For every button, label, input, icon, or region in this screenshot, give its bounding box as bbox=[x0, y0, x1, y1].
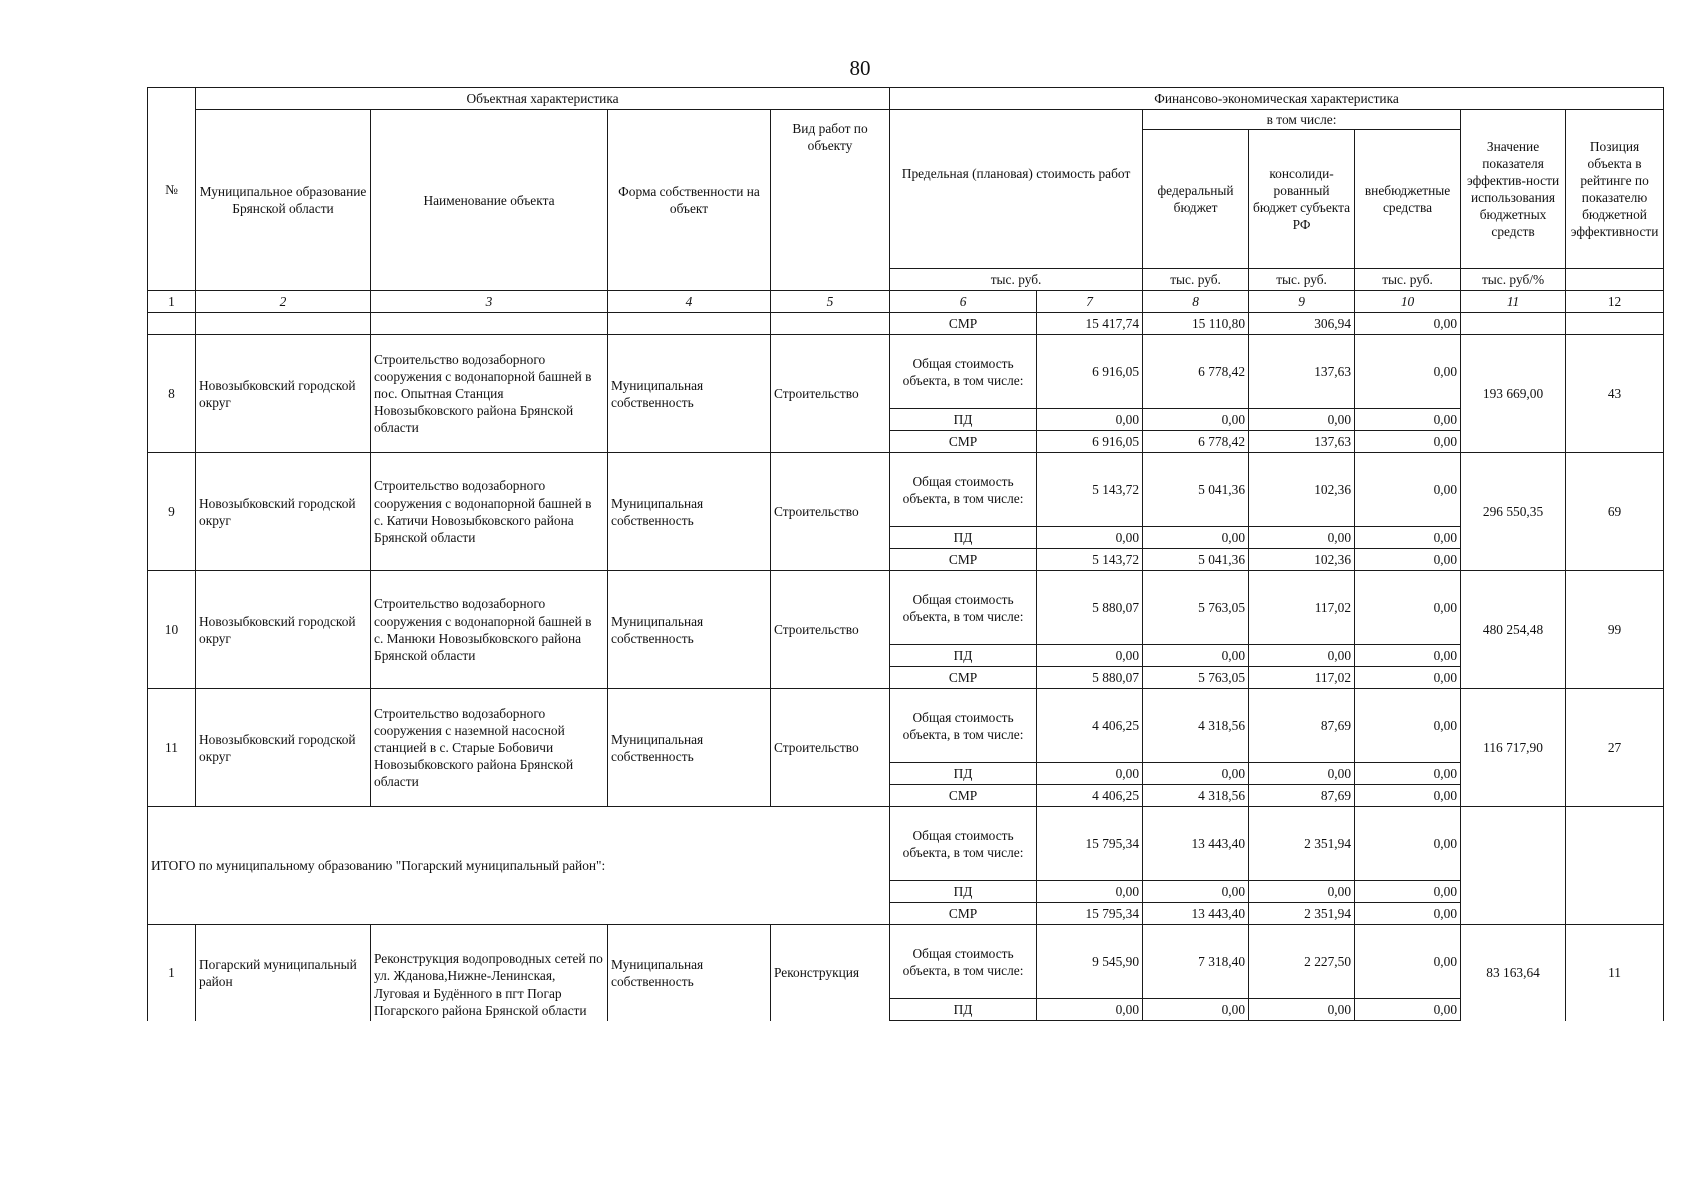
row-number: 1 bbox=[148, 925, 196, 1021]
cost-label: Общая стоимость объекта, в том числе: bbox=[890, 453, 1037, 527]
offbudget-value: 0,00 bbox=[1355, 527, 1461, 549]
offbudget-value: 0,00 bbox=[1355, 903, 1461, 925]
cost-value: 4 406,25 bbox=[1037, 689, 1143, 763]
offbudget-value: 0,00 bbox=[1355, 335, 1461, 409]
cost-value: 5 143,72 bbox=[1037, 453, 1143, 527]
indicator-value: 83 163,64 bbox=[1461, 925, 1566, 1021]
table-row bbox=[148, 925, 1664, 999]
cost-value: 5 880,07 bbox=[1037, 667, 1143, 689]
cost-value: 15 795,34 bbox=[1037, 903, 1143, 925]
header-position: Позиция объекта в рейтинге по показателю бюджетной эффективности bbox=[1566, 110, 1664, 269]
federal-value: 7 318,40 bbox=[1143, 925, 1249, 999]
cost-value: 0,00 bbox=[1037, 409, 1143, 431]
table-row bbox=[148, 453, 1664, 527]
federal-value: 5 041,36 bbox=[1143, 549, 1249, 571]
cost-label: ПД bbox=[890, 645, 1037, 667]
offbudget-value: 0,00 bbox=[1355, 431, 1461, 453]
work-type-cell: Строительство bbox=[771, 335, 890, 453]
consolidated-value: 0,00 bbox=[1249, 763, 1355, 785]
federal-value: 0,00 bbox=[1143, 645, 1249, 667]
col-number: 8 bbox=[1143, 291, 1249, 313]
indicator-value: 480 254,48 bbox=[1461, 571, 1566, 689]
cost-label: Общая стоимость объекта, в том числе: bbox=[890, 571, 1037, 645]
consolidated-value: 137,63 bbox=[1249, 431, 1355, 453]
offbudget-value: 0,00 bbox=[1355, 763, 1461, 785]
cost-value: 5 880,07 bbox=[1037, 571, 1143, 645]
work-type-cell: Строительство bbox=[771, 453, 890, 571]
cost-label: Общая стоимость объекта, в том числе: bbox=[890, 925, 1037, 999]
consolidated-value: 117,02 bbox=[1249, 571, 1355, 645]
federal-value: 0,00 bbox=[1143, 409, 1249, 431]
offbudget-value: 0,00 bbox=[1355, 313, 1461, 335]
position-value: 99 bbox=[1566, 571, 1664, 689]
header-ownership: Форма собственности на объект bbox=[608, 110, 771, 291]
row-number: 10 bbox=[148, 571, 196, 689]
federal-value: 4 318,56 bbox=[1143, 785, 1249, 807]
work-type-cell: Реконструкция bbox=[771, 925, 890, 1021]
municipality-cell: Новозыбковский городской округ bbox=[196, 571, 371, 689]
unit-offbudget: тыс. руб. bbox=[1355, 269, 1461, 291]
header-work-type: Вид работ по объекту bbox=[771, 110, 890, 291]
unit-indicator: тыс. руб/% bbox=[1461, 269, 1566, 291]
position-value: 43 bbox=[1566, 335, 1664, 453]
cost-value: 15 417,74 bbox=[1037, 313, 1143, 335]
cost-value: 5 143,72 bbox=[1037, 549, 1143, 571]
federal-value: 5 763,05 bbox=[1143, 667, 1249, 689]
consolidated-value: 2 351,94 bbox=[1249, 807, 1355, 881]
cost-value: 0,00 bbox=[1037, 527, 1143, 549]
header-financial-characteristic: Финансово-экономическая характеристика bbox=[890, 88, 1664, 110]
header-offbudget: внебюджетные средства bbox=[1355, 130, 1461, 269]
object-name-cell: Строительство водозаборного сооружения с наземной насосной станцией в с. Старые Бобовичи Новозыбковского района Брянской области bbox=[371, 689, 608, 807]
consolidated-value: 137,63 bbox=[1249, 335, 1355, 409]
cost-value: 0,00 bbox=[1037, 763, 1143, 785]
work-type-cell: Строительство bbox=[771, 689, 890, 807]
offbudget-value: 0,00 bbox=[1355, 409, 1461, 431]
consolidated-value: 0,00 bbox=[1249, 409, 1355, 431]
unit-position bbox=[1566, 269, 1664, 291]
federal-value: 5 041,36 bbox=[1143, 453, 1249, 527]
cost-label: ПД bbox=[890, 527, 1037, 549]
federal-value: 0,00 bbox=[1143, 881, 1249, 903]
col-number: 3 bbox=[371, 291, 608, 313]
col-number: 4 bbox=[608, 291, 771, 313]
cost-label: СМР bbox=[890, 549, 1037, 571]
cost-label: СМР bbox=[890, 667, 1037, 689]
cost-label: ПД bbox=[890, 881, 1037, 903]
cost-value: 6 916,05 bbox=[1037, 431, 1143, 453]
subtotal-label: ИТОГО по муниципальному образованию "Погарский муниципальный район": bbox=[148, 807, 890, 925]
table-row bbox=[148, 689, 1664, 763]
col-number: 7 bbox=[1037, 291, 1143, 313]
cost-value: 4 406,25 bbox=[1037, 785, 1143, 807]
header-federal: федеральный бюджет bbox=[1143, 130, 1249, 269]
consolidated-value: 306,94 bbox=[1249, 313, 1355, 335]
consolidated-value: 0,00 bbox=[1249, 881, 1355, 903]
offbudget-value: 0,00 bbox=[1355, 785, 1461, 807]
cost-value: 9 545,90 bbox=[1037, 925, 1143, 999]
consolidated-value: 0,00 bbox=[1249, 527, 1355, 549]
federal-value: 5 763,05 bbox=[1143, 571, 1249, 645]
object-name-cell: Реконструкция водопроводных сетей по ул. Жданова,Нижне-Ленинская, Луговая и Будённого в пгт Погар Погарского района Брянской области bbox=[371, 925, 608, 1021]
col-number: 11 bbox=[1461, 291, 1566, 313]
row-number: 11 bbox=[148, 689, 196, 807]
cost-label: Общая стоимость объекта, в том числе: bbox=[890, 335, 1037, 409]
object-name-cell: Строительство водозаборного сооружения с водонапорной башней в с. Катичи Новозыбковского района Брянской области bbox=[371, 453, 608, 571]
consolidated-value: 2 351,94 bbox=[1249, 903, 1355, 925]
header-indicator: Значение показателя эффектив-ности использования бюджетных средств bbox=[1461, 110, 1566, 269]
col-number: 9 bbox=[1249, 291, 1355, 313]
federal-value: 0,00 bbox=[1143, 999, 1249, 1021]
cost-label: Общая стоимость объекта, в том числе: bbox=[890, 807, 1037, 881]
header-num: № bbox=[148, 88, 196, 291]
cost-label: ПД bbox=[890, 999, 1037, 1021]
cost-label: Общая стоимость объекта, в том числе: bbox=[890, 689, 1037, 763]
col-number: 10 bbox=[1355, 291, 1461, 313]
municipality-cell: Новозыбковский городской округ bbox=[196, 453, 371, 571]
header-object-characteristic: Объектная характеристика bbox=[196, 88, 890, 110]
col-number: 6 bbox=[890, 291, 1037, 313]
consolidated-value: 102,36 bbox=[1249, 549, 1355, 571]
offbudget-value: 0,00 bbox=[1355, 807, 1461, 881]
municipality-cell: Новозыбковский городской округ bbox=[196, 335, 371, 453]
offbudget-value: 0,00 bbox=[1355, 881, 1461, 903]
offbudget-value: 0,00 bbox=[1355, 667, 1461, 689]
col-number: 12 bbox=[1566, 291, 1664, 313]
offbudget-value: 0,00 bbox=[1355, 453, 1461, 527]
cost-label: СМР bbox=[890, 903, 1037, 925]
work-type-cell: Строительство bbox=[771, 571, 890, 689]
indicator-value: 193 669,00 bbox=[1461, 335, 1566, 453]
federal-value: 0,00 bbox=[1143, 763, 1249, 785]
municipality-cell: Погарский муниципальный район bbox=[196, 925, 371, 1021]
cost-label: СМР bbox=[890, 313, 1037, 335]
consolidated-value: 102,36 bbox=[1249, 453, 1355, 527]
consolidated-value: 0,00 bbox=[1249, 999, 1355, 1021]
ownership-cell: Муниципальная собственность bbox=[608, 571, 771, 689]
unit-federal: тыс. руб. bbox=[1143, 269, 1249, 291]
consolidated-value: 87,69 bbox=[1249, 689, 1355, 763]
federal-value: 13 443,40 bbox=[1143, 903, 1249, 925]
header-municipality: Муниципальное образование Брянской области bbox=[196, 110, 371, 291]
cost-value: 15 795,34 bbox=[1037, 807, 1143, 881]
municipality-cell: Новозыбковский городской округ bbox=[196, 689, 371, 807]
ownership-cell: Муниципальная собственность bbox=[608, 925, 771, 1021]
offbudget-value: 0,00 bbox=[1355, 999, 1461, 1021]
offbudget-value: 0,00 bbox=[1355, 925, 1461, 999]
cost-value: 0,00 bbox=[1037, 881, 1143, 903]
offbudget-value: 0,00 bbox=[1355, 689, 1461, 763]
table-row bbox=[148, 571, 1664, 645]
cost-value: 0,00 bbox=[1037, 999, 1143, 1021]
table-row bbox=[148, 313, 1664, 335]
federal-value: 6 778,42 bbox=[1143, 335, 1249, 409]
header-consolidated: консолиди-рованный бюджет субъекта РФ bbox=[1249, 130, 1355, 269]
federal-value: 15 110,80 bbox=[1143, 313, 1249, 335]
cost-label: ПД bbox=[890, 763, 1037, 785]
col-number: 5 bbox=[771, 291, 890, 313]
header-object-name: Наименование объекта bbox=[371, 110, 608, 291]
indicator-value: 296 550,35 bbox=[1461, 453, 1566, 571]
cost-value: 6 916,05 bbox=[1037, 335, 1143, 409]
object-name-cell: Строительство водозаборного сооружения с водонапорной башней в пос. Опытная Станция Новозыбковского района Брянской области bbox=[371, 335, 608, 453]
position-value: 11 bbox=[1566, 925, 1664, 1021]
offbudget-value: 0,00 bbox=[1355, 645, 1461, 667]
row-number: 8 bbox=[148, 335, 196, 453]
unit-cost: тыс. руб. bbox=[890, 269, 1143, 291]
ownership-cell: Муниципальная собственность bbox=[608, 335, 771, 453]
page-number: 80 bbox=[849, 56, 871, 80]
subtotal-row bbox=[148, 807, 1664, 881]
cost-label: СМР bbox=[890, 785, 1037, 807]
objects-table bbox=[147, 87, 1664, 1021]
cost-label: СМР bbox=[890, 431, 1037, 453]
unit-consolidated: тыс. руб. bbox=[1249, 269, 1355, 291]
indicator-value: 116 717,90 bbox=[1461, 689, 1566, 807]
federal-value: 4 318,56 bbox=[1143, 689, 1249, 763]
consolidated-value: 0,00 bbox=[1249, 645, 1355, 667]
federal-value: 6 778,42 bbox=[1143, 431, 1249, 453]
header-limit-cost: Предельная (плановая) стоимость работ bbox=[890, 110, 1143, 269]
consolidated-value: 2 227,50 bbox=[1249, 925, 1355, 999]
ownership-cell: Муниципальная собственность bbox=[608, 453, 771, 571]
cost-label: ПД bbox=[890, 409, 1037, 431]
position-value: 27 bbox=[1566, 689, 1664, 807]
federal-value: 0,00 bbox=[1143, 527, 1249, 549]
col-number: 2 bbox=[196, 291, 371, 313]
position-value: 69 bbox=[1566, 453, 1664, 571]
col-number: 1 bbox=[148, 291, 196, 313]
ownership-cell: Муниципальная собственность bbox=[608, 689, 771, 807]
row-number: 9 bbox=[148, 453, 196, 571]
table-row bbox=[148, 335, 1664, 409]
object-name-cell: Строительство водозаборного сооружения с водонапорной башней в с. Манюки Новозыбковского района Брянской области bbox=[371, 571, 608, 689]
consolidated-value: 87,69 bbox=[1249, 785, 1355, 807]
federal-value: 13 443,40 bbox=[1143, 807, 1249, 881]
offbudget-value: 0,00 bbox=[1355, 571, 1461, 645]
consolidated-value: 117,02 bbox=[1249, 667, 1355, 689]
header-in-that: в том числе: bbox=[1143, 110, 1461, 130]
cost-value: 0,00 bbox=[1037, 645, 1143, 667]
offbudget-value: 0,00 bbox=[1355, 549, 1461, 571]
